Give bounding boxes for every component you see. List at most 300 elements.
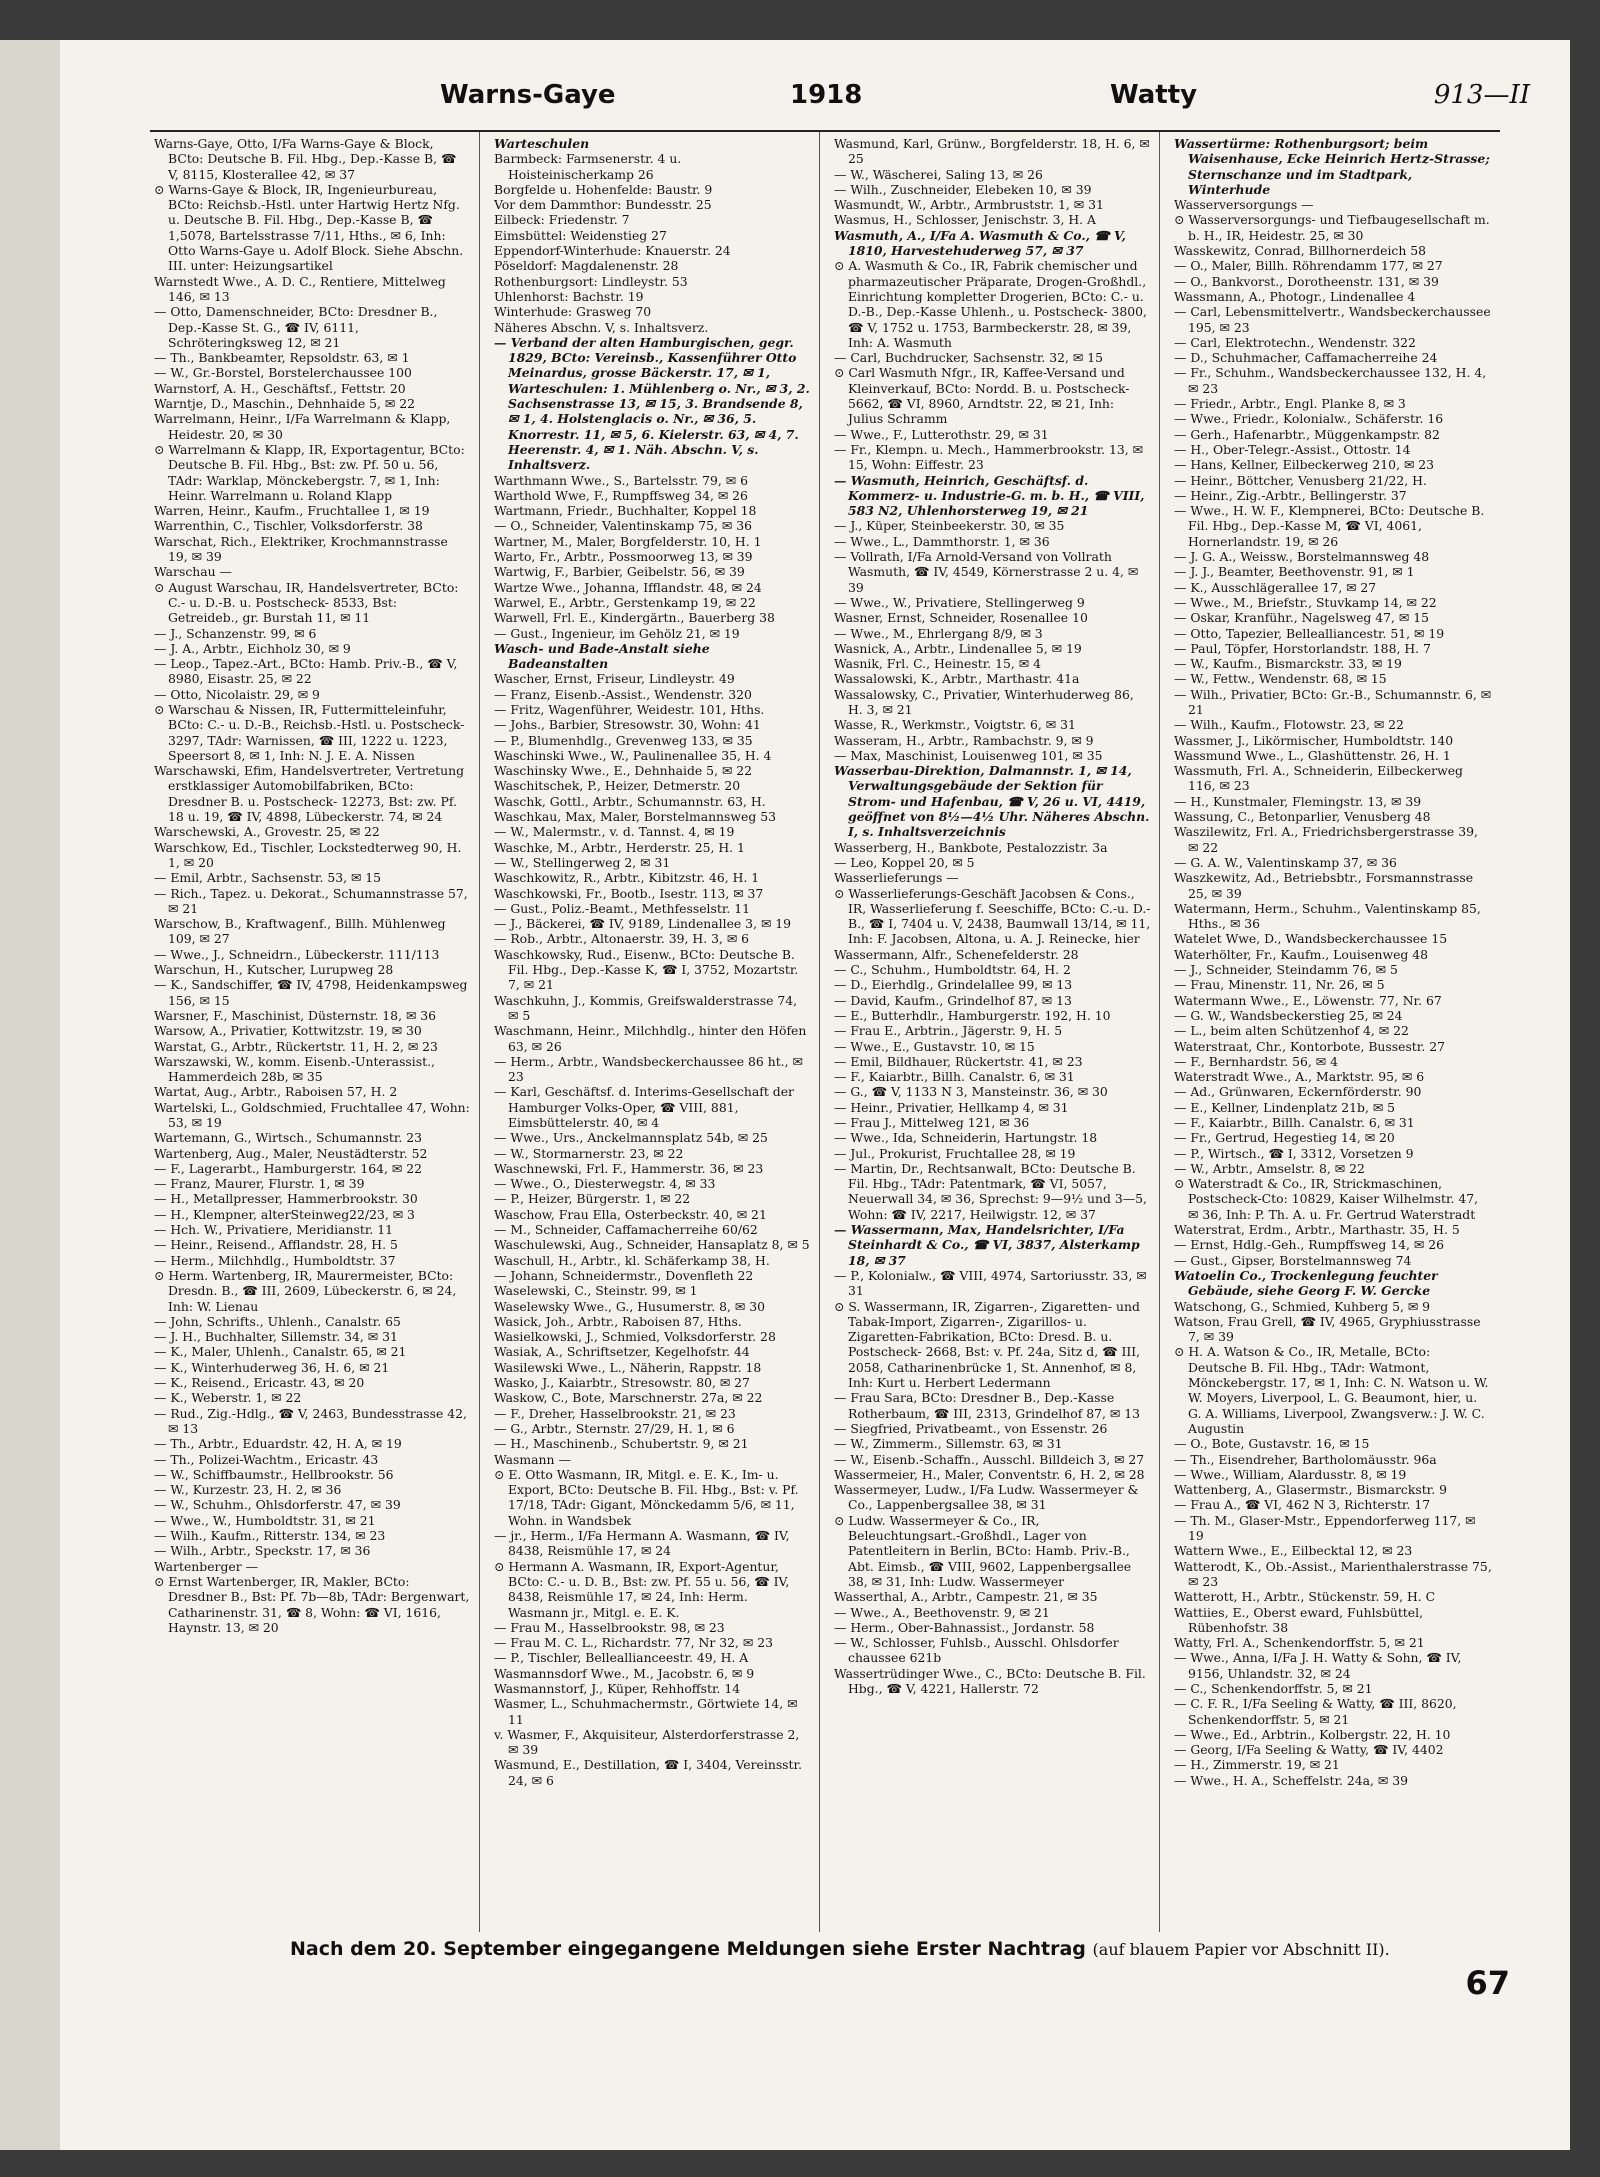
directory-entry: Warrenthin, C., Tischler, Volksdorferstr. 38 [154,518,423,534]
directory-entry: — W., Malermstr., v. d. Tannst. 4, ✉ 19 [494,824,735,840]
directory-entry: — Wwe., L., Dammthorstr. 1, ✉ 36 [834,533,1050,549]
directory-entry: — E., Butterhdlr., Hamburgerstr. 192, H. 10 [834,1007,1111,1023]
directory-entry: Vor dem Dammthor: Bundesstr. 25 [494,197,712,213]
directory-entry: ⊙ August Warschau, IR, Handelsvertreter, BCto: C.- u. D.-B. u. Postscheck- 8533, Bst: Getreideb., gr. Burstah 11, ✉ 11 [154,579,459,626]
directory-entry: Wasmund, E., Destillation, ☎ I, 3404, Vereinsstr. 24, ✉ 6 [494,1757,803,1788]
directory-entry: — Leo, Koppel 20, ✉ 5 [834,854,975,870]
directory-entry: — D., Schuhmacher, Caffamacherreihe 24 [1174,350,1438,366]
directory-entry: Borgfelde u. Hohenfelde: Baustr. 9 [494,181,713,197]
directory-entry: — Wwe., J., Schneidrn., Lübeckerstr. 111/113 [154,946,440,962]
directory-entry: — Th., Arbtr., Eduardstr. 42, H. A, ✉ 19 [154,1436,402,1452]
directory-entry: Warthmann Wwe., S., Bartelsstr. 79, ✉ 6 [494,472,748,488]
directory-entry: Waschke, M., Arbtr., Herderstr. 25, H. 1 [494,839,745,855]
directory-entry: Warnstorf, A. H., Geschäftsf., Fettstr. 20 [154,380,406,396]
directory-entry: Wartmann, Friedr., Buchhalter, Koppel 18 [494,503,757,519]
directory-entry: — Wwe., W., Privatiere, Stellingerweg 9 [834,594,1085,610]
directory-entry: — W., Schuhm., Ohlsdorferstr. 47, ✉ 39 [154,1497,401,1513]
directory-entry: — jr., Herm., I/Fa Hermann A. Wasmann, ☎ IV, 8438, Reismühle 17, ✉ 24 [494,1528,790,1559]
directory-entry: Wassermeyer, Ludw., I/Fa Ludw. Wassermeyer & Co., Lappenbergsallee 38, ✉ 31 [834,1482,1139,1513]
directory-entry: — J., Schanzenstr. 99, ✉ 6 [154,625,317,641]
directory-entry: Waterstradt Wwe., A., Marktstr. 95, ✉ 6 [1174,1069,1425,1085]
directory-entry: Watschong, G., Schmied, Kuhberg 5, ✉ 9 [1174,1298,1431,1314]
directory-entry: — F., Dreher, Hasselbrookstr. 21, ✉ 23 [494,1405,736,1421]
directory-entry: — Gust., Gipser, Borstelmannsweg 74 [1174,1252,1412,1268]
directory-entry: — Carl, Buchdrucker, Sachsenstr. 32, ✉ 15 [834,350,1103,366]
directory-entry: — O., Schneider, Valentinskamp 75, ✉ 36 [494,518,752,534]
directory-entry: — W., Schiffbaumstr., Hellbrookstr. 56 [154,1466,394,1482]
directory-entry: — G., Arbtr., Sternstr. 27/29, H. 1, ✉ 6 [494,1420,735,1436]
directory-entry: Wasseram, H., Arbtr., Rambachstr. 9, ✉ 9 [834,732,1094,748]
directory-entry: — Wwe., H. A., Scheffelstr. 24a, ✉ 39 [1174,1772,1408,1788]
directory-entry: Winterhude: Grasweg 70 [494,304,652,320]
directory-page [60,40,1570,2150]
directory-entry: Wattern Wwe., E., Eilbecktal 12, ✉ 23 [1174,1543,1413,1559]
directory-entry: Wasserversorgungs — [1174,197,1314,213]
directory-entry: ⊙ Waterstradt & Co., IR, Strickmaschinen, Postscheck-Cto: 10829, Kaiser Wilhelmstr. 47, ✉ 36, Inh: P. Th. A. u. Fr. Gertrud Waterstradt [1174,1176,1479,1222]
directory-entry: Wartenberger — [154,1558,258,1574]
directory-entry: — Frau, Minenstr. 11, Nr. 26, ✉ 5 [1174,977,1385,993]
directory-entry: — Th., Eisendreher, Bartholomäusstr. 96a [1174,1451,1437,1467]
directory-entry: Waschinski Wwe., W., Paulinenallee 35, H. 4 [494,747,772,763]
directory-entry: Wassmann, A., Photogr., Lindenallee 4 [1174,288,1416,304]
directory-entry: — G. W., Wandsbeckerstieg 25, ✉ 24 [1174,1007,1403,1023]
directory-entry: — Wwe., E., Gustavstr. 10, ✉ 15 [834,1038,1035,1054]
footer-notice-text: Nach dem 20. September eingegangene Meldungen siehe Erster Nachtrag [290,1938,1086,1960]
directory-entry: Wasick, Joh., Arbtr., Raboisen 87, Hths. [494,1313,742,1329]
directory-entry: — F., Lagerarbt., Hamburgerstr. 164, ✉ 22 [154,1160,423,1176]
directory-entry: — F., Kaiarbtr., Billh. Canalstr. 6, ✉ 31 [834,1069,1075,1085]
facing-page-edge [0,40,60,2150]
directory-entry: — W., Kaufm., Bismarckstr. 33, ✉ 19 [1174,656,1402,672]
directory-entry: — Frau A., ☎ VI, 462 N 3, Richterstr. 17 [1174,1497,1431,1513]
directory-entry: Wartelski, L., Goldschmied, Fruchtallee 47, Wohn: 53, ✉ 19 [154,1099,470,1130]
directory-entry: — Frau E., Arbtrin., Jägerstr. 9, H. 5 [834,1023,1063,1039]
directory-entry: — W., Fettw., Wendenstr. 68, ✉ 15 [1174,671,1387,687]
directory-entry: — Emil, Bildhauer, Rückertstr. 41, ✉ 23 [834,1053,1083,1069]
directory-entry: — Th., Bankbeamter, Repsoldstr. 63, ✉ 1 [154,350,410,366]
directory-entry: Wassmuth, Frl. A., Schneiderin, Eilbeckerweg 116, ✉ 23 [1174,763,1463,794]
directory-entry: — H., Maschinenb., Schubertstr. 9, ✉ 21 [494,1436,749,1452]
directory-entry: — Wwe., Urs., Anckelmannsplatz 54b, ✉ 25 [494,1130,768,1146]
directory-entry: — M., Schneider, Caffamacherreihe 60/62 [494,1222,758,1238]
directory-entry: — Wwe., William, Alardusstr. 8, ✉ 19 [1174,1466,1407,1482]
directory-entry: — H., Klempner, alterSteinweg22/23, ✉ 3 [154,1206,415,1222]
directory-entry: Wasch- und Bade-Anstalt siehe Badeanstalten [494,640,710,672]
directory-entry: Waschk, Gottl., Arbtr., Schumannstr. 63, H. [494,793,766,809]
directory-entry: Wassertrüdinger Wwe., C., BCto: Deutsche B. Fil. Hbg., ☎ V, 4221, Hallerstr. 72 [834,1665,1146,1696]
directory-entry: — K., Reisend., Ericastr. 43, ✉ 20 [154,1375,365,1391]
directory-entry: — Wwe., O., Diesterwegstr. 4, ✉ 33 [494,1176,716,1192]
directory-entry: Rothenburgsort: Lindleystr. 53 [494,273,688,289]
directory-entry: ⊙ Ludw. Wassermeyer & Co., IR, Beleuchtungsart.-Großhdl., Lager von Patentleitern in Berlin, BCto: Hamb. Priv.-B., Abt. Eimsb., ☎ VIII, 9602, Lappenbergsallee 38, ✉ 31, Inh: Ludw. Wassermeyer [834,1512,1132,1589]
directory-entry: Wasner, Ernst, Schneider, Rosenallee 10 [834,610,1088,626]
directory-entry: Warschawski, Efim, Handelsvertreter, Vertretung erstklassiger Automobilfabriken, BCto: Dresdner B. u. Postscheck- 12273, Bst: zw. Pf. 18 u. 19, ☎ IV, 4898, Lübeckerstr. 74, ✉ 24 [154,763,465,825]
footer-notice [290,1938,1490,1960]
directory-entry: — F., Bernhardstr. 56, ✉ 4 [1174,1053,1338,1069]
directory-entry: — Herm., Ober-Bahnassist., Jordanstr. 58 [834,1619,1095,1635]
directory-entry: — Franz, Eisenb.-Assist., Wendenstr. 320 [494,686,752,702]
directory-entry: Warns-Gaye, Otto, I/Fa Warns-Gaye & Block, BCto: Deutsche B. Fil. Hbg., Dep.-Kasse B, ☎ V, 8115, Klosterallee 42, ✉ 37 [154,136,457,182]
column-2 [490,132,820,1932]
directory-entry: Watterott, H., Arbtr., Stückenstr. 59, H. C [1174,1589,1436,1605]
column-4 [1170,132,1500,1932]
directory-entry: — Wwe., Friedr., Kolonialw., Schäferstr. 16 [1174,411,1444,427]
footer-notice-paren: (auf blauem Papier vor Abschnitt II). [1092,1940,1390,1959]
directory-entry: Wassmer, J., Likörmischer, Humboldtstr. 140 [1174,732,1454,748]
directory-entry: Warschow, B., Kraftwagenf., Billh. Mühlenweg 109, ✉ 27 [154,916,446,947]
directory-entry: — W., Stellingerweg 2, ✉ 31 [494,854,671,870]
directory-entry: — W., Wäscherei, Saling 13, ✉ 26 [834,166,1043,182]
directory-entry: — Th., Polizei-Wachtm., Ericastr. 43 [154,1451,379,1467]
directory-entry: Warschewski, A., Grovestr. 25, ✉ 22 [154,824,380,840]
directory-entry: Waschinsky Wwe., E., Dehnhaide 5, ✉ 22 [494,763,753,779]
directory-entry: — Gust., Ingenieur, im Gehölz 21, ✉ 19 [494,625,740,641]
directory-entry: — O., Bote, Gustavstr. 16, ✉ 15 [1174,1436,1370,1452]
directory-entry: — Leop., Tapez.-Art., BCto: Hamb. Priv.-B., ☎ V, 8980, Eisastr. 25, ✉ 22 [154,656,458,687]
directory-entry: — Wwe., M., Ehrlergang 8/9, ✉ 3 [834,625,1043,641]
directory-entry: v. Wasmer, F., Akquisiteur, Alsterdorferstrasse 2, ✉ 39 [494,1726,800,1758]
directory-entry: Waskow, C., Bote, Marschnerstr. 27a, ✉ 22 [494,1390,763,1406]
directory-entry: — Wwe., Anna, I/Fa J. H. Watty & Sohn, ☎ IV, 9156, Uhlandstr. 32, ✉ 24 [1174,1650,1462,1681]
directory-entry: — Herm., Arbtr., Wandsbeckerchaussee 86 ht., ✉ 23 [494,1053,803,1085]
directory-entry: — Gerh., Hafenarbtr., Müggenkampstr. 82 [1174,426,1440,442]
directory-entry: Warnstedt Wwe., A. D. C., Rentiere, Mittelweg 146, ✉ 13 [154,273,446,304]
directory-entry: — Frau Sara, BCto: Dresdner B., Dep.-Kasse Rotherbaum, ☎ III, 2313, Grindelhof 87, ✉ 13 [834,1390,1140,1421]
directory-entry: — O., Maler, Billh. Röhrendamm 177, ✉ 27 [1174,258,1443,274]
directory-entry: — Ad., Grünwaren, Eckernförderstr. 90 [1174,1084,1422,1100]
directory-entry: Warwel, E., Arbtr., Gerstenkamp 19, ✉ 22 [494,594,756,610]
directory-entry: ⊙ Herm. Wartenberg, IR, Maurermeister, BCto: Dresdn. B., ☎ III, 2609, Lübeckerstr. 6, ✉ 24, Inh: W. Lienau [154,1267,457,1314]
directory-entry: Wasmannsdorf Wwe., M., Jacobstr. 6, ✉ 9 [494,1665,755,1681]
directory-entry: — G., ☎ V, 1133 N 3, Mansteinstr. 36, ✉ 30 [834,1084,1108,1100]
directory-entry: — P., Kolonialw., ☎ VIII, 4974, Sartoriusstr. 33, ✉ 31 [834,1267,1147,1299]
directory-entry: Waszkewitz, Ad., Betriebsbtr., Forsmannstrasse 25, ✉ 39 [1174,870,1474,901]
directory-entry: Warszawski, W., komm. Eisenb.-Unterassist., Hammerdeich 28b, ✉ 35 [154,1053,435,1085]
directory-entry: — Emil, Arbtr., Sachsenstr. 53, ✉ 15 [154,870,382,886]
directory-entry: — K., Ausschlägerallee 17, ✉ 27 [1174,579,1377,595]
directory-entry: Wassalowski, K., Arbtr., Marthastr. 41a [834,671,1080,687]
directory-entry: — Gust., Poliz.-Beamt., Methfesselstr. 11 [494,900,751,916]
directory-entry: Wasmer, L., Schuhmachermstr., Görtwiete 14, ✉ 11 [494,1696,798,1727]
directory-entry: — Max, Maschinist, Louisenweg 101, ✉ 35 [834,747,1103,763]
directory-entry: — P., Heizer, Bürgerstr. 1, ✉ 22 [494,1191,691,1207]
directory-entry: — Frau M., Hasselbrookstr. 98, ✉ 23 [494,1619,725,1635]
directory-entry: Wattenberg, A., Glasermstr., Bismarckstr. 9 [1174,1482,1447,1498]
directory-entry: Waterstrat, Erdm., Arbtr., Marthastr. 35, H. 5 [1174,1222,1460,1238]
directory-entry: — P., Blumenhdlg., Grevenweg 133, ✉ 35 [494,732,753,748]
directory-entry: — F., Kaiarbtr., Billh. Canalstr. 6, ✉ 31 [1174,1115,1415,1130]
directory-entry: — Heinr., Zig.-Arbtr., Bellingerstr. 37 [1174,487,1407,503]
head-year: 1918 [790,80,863,110]
directory-entry: Watterodt, K., Ob.-Assist., Marienthalerstrasse 75, ✉ 23 [1174,1558,1492,1589]
directory-entry: — J. A., Arbtr., Eichholz 30, ✉ 9 [154,640,351,656]
directory-entry: Wasnick, A., Arbtr., Lindenallee 5, ✉ 19 [834,640,1082,656]
directory-entry: ⊙ Warns-Gaye & Block, IR, Ingenieurbureau, BCto: Reichsb.-Hstl. unter Hartwig Hertz Nfg. u. Deutsche B. Fil. Hbg., Dep.-Kasse B, ☎ 1,5078, Bartelsstrasse 7/11, Hths., ✉ 6, Inh: Otto Warns-Gaye u. Adolf Block. Siehe Abschn. III. unter: Heizungsartikel [154,181,464,274]
directory-entry: — Wilh., Zuschneider, Elebeken 10, ✉ 39 [834,181,1092,197]
directory-entry: — L., beim alten Schützenhof 4, ✉ 22 [1174,1023,1409,1039]
directory-entry: — Siegfried, Privatbeamt., von Essenstr. 26 [834,1420,1108,1436]
directory-entry: Wasnik, Frl. C., Heinestr. 15, ✉ 4 [834,656,1041,672]
directory-entry: — Fritz, Wagenführer, Weidestr. 101, Hths. [494,701,765,717]
directory-entry: — Carl, Lebensmittelvertr., Wandsbeckerchaussee 195, ✉ 23 [1174,304,1491,335]
directory-entry: — P., Tischler, Belleallianceestr. 49, H. A [494,1650,749,1666]
directory-entry: Waschull, H., Arbtr., kl. Schäferkamp 38, H. [494,1252,770,1268]
directory-entry: — W., Gr.-Borstel, Borstelerchaussee 100 [154,365,412,381]
directory-entry: Wasiak, A., Schriftsetzer, Kegelhofstr. 44 [494,1344,750,1360]
directory-entry: — Th. M., Glaser-Mstr., Eppendorferweg 117, ✉ 19 [1174,1512,1476,1544]
directory-entry: — Wwe., A., Beethovenstr. 9, ✉ 21 [834,1604,1050,1620]
directory-entry: — Frau M. C. L., Richardstr. 77, Nr 32, ✉ 23 [494,1635,773,1651]
directory-entry: — Hans, Kellner, Eilbeckerweg 210, ✉ 23 [1174,457,1435,473]
directory-entry: — W., Arbtr., Amselstr. 8, ✉ 22 [1174,1160,1365,1176]
directory-entry: — John, Schrifts., Uhlenh., Canalstr. 65 [154,1313,401,1329]
directory-entry: Waszilewitz, Frl. A., Friedrichsbergerstrasse 39, ✉ 22 [1174,824,1478,855]
directory-entry: Wasserberg, H., Bankbote, Pestalozzistr. 3a [834,839,1108,855]
directory-entry: ⊙ Warrelmann & Klapp, IR, Exportagentur, BCto: Deutsche B. Fil. Hbg., Bst: zw. Pf. 50 u. 56, TAdr: Warklap, Mönckebergstr. 7, ✉ 1, Inh: Heinr. Warrelmann u. Roland Klapp [154,441,465,503]
directory-entry: — W., Kurzestr. 23, H. 2, ✉ 36 [154,1482,342,1498]
directory-entry: — C. F. R., I/Fa Seeling & Watty, ☎ III, 8620, Schenkendorffstr. 5, ✉ 21 [1174,1696,1457,1727]
directory-entry: — Wilh., Arbtr., Speckstr. 17, ✉ 36 [154,1543,371,1559]
directory-entry: — Martin, Dr., Rechtsanwalt, BCto: Deutsche B. Fil. Hbg., TAdr: Patentmark, ☎ VI, 5057, Neuerwall 34, ✉ 36, Sprechst: 9—9½ und 3—5, Wohn: ☎ IV, 2217, Heilwigstr. 12, ✉ 37 [834,1160,1147,1222]
directory-entry: — Wwe., H. W. F., Klempnerei, BCto: Deutsche B. Fil. Hbg., Dep.-Kasse M, ☎ VI, 4061, Hornerlandstr. 19, ✉ 26 [1174,503,1485,549]
directory-entry: — Hch. W., Privatiere, Meridianstr. 11 [154,1222,394,1238]
directory-entry: ⊙ Ernst Wartenberger, IR, Makler, BCto: Dresdner B., Bst: Pf. 7b—8b, TAdr: Bergenwart, Catharinenstr. 31, ☎ 8, Wohn: ☎ VI, 1616, Haynstr. 13, ✉ 20 [154,1573,470,1635]
directory-entry: — K., Maler, Uhlenh., Canalstr. 65, ✉ 21 [154,1344,407,1360]
directory-entry: Wascher, Ernst, Friseur, Lindleystr. 49 [494,671,735,687]
directory-entry: — Vollrath, I/Fa Arnold-Versand von Vollrath Wasmuth, ☎ IV, 4549, Körnerstrasse 2 u. 4, ✉ 39 [834,549,1139,595]
directory-entry: ⊙ H. A. Watson & Co., IR, Metalle, BCto: Deutsche B. Fil. Hbg., TAdr: Watmont, Mönckebergstr. 17, ✉ 1, Inh: C. N. Watson u. W. W. Moyers, Liverpool, L. G. Beaumont, hier, u. G. A. Williams, Liverpool, Zwangsverw.: J. W. C. Augustin [1174,1344,1489,1436]
directory-entry: Wasilewski Wwe., L., Näherin, Rappstr. 18 [494,1359,762,1375]
directory-entry: Wartenberg, Aug., Maler, Neustädterstr. 52 [154,1145,428,1161]
directory-entry: Wasskewitz, Conrad, Billhornerdeich 58 [1174,243,1427,259]
directory-entry: Watson, Frau Grell, ☎ IV, 4965, Gryphiusstrasse 7, ✉ 39 [1174,1313,1481,1345]
directory-entry: — Ernst, Hdlg.-Geh., Rumpffsweg 14, ✉ 26 [1174,1237,1444,1253]
directory-entry: — Wwe., Ida, Schneiderin, Hartungstr. 18 [834,1130,1098,1146]
directory-entry: — W., Eisenb.-Schaffn., Ausschl. Billdeich 3, ✉ 27 [834,1451,1145,1467]
directory-entry: ⊙ E. Otto Wasmann, IR, Mitgl. e. E. K., Im- u. Export, BCto: Deutsche B. Fil. Hbg., Bst: v. Pf. 17/18, TAdr: Gigant, Mönckedamm 5/6, ✉ 11, Wohn. in Wandsbek [494,1466,799,1528]
directory-entry: — Heinr., Reisend., Afflandstr. 28, H. 5 [154,1237,398,1253]
directory-entry: — Rich., Tapez. u. Dekorat., Schumannstrasse 57, ✉ 21 [154,885,468,916]
directory-entry: Warthold Wwe, F., Rumpffsweg 34, ✉ 26 [494,487,748,503]
directory-entry: Näheres Abschn. V, s. Inhaltsverz. [494,319,709,335]
directory-entry: Waschulewski, Aug., Schneider, Hansaplatz 8, ✉ 5 [494,1237,810,1253]
directory-entry: Wassermeier, H., Maler, Conventstr. 6, H. 2, ✉ 28 [834,1466,1145,1482]
directory-entry: ⊙ S. Wassermann, IR, Zigarren-, Zigaretten- und Tabak-Import, Zigarren-, Zigarillos- u. Zigaretten-Fabrikation, BCto: Dresd. B. u. Postscheck- 2668, Bst: v. Pf. 24a, Sitz d, ☎ III, 2058, Catharinenbrücke 1, St. Annenhof, ✉ 8, Inh: Kurt u. Herbert Ledermann [834,1298,1141,1391]
directory-entry: Wassalowsky, C., Privatier, Winterhuderweg 86, H. 3, ✉ 21 [834,686,1134,717]
page-number: 67 [1465,1964,1510,2002]
directory-entry: — Fr., Gertrud, Hegestieg 14, ✉ 20 [1174,1130,1395,1146]
column-3 [830,132,1160,1932]
directory-entry: — Wilh., Kaufm., Flotowstr. 23, ✉ 22 [1174,717,1404,733]
directory-entry: — Otto, Nicolaistr. 29, ✉ 9 [154,686,320,702]
directory-entry: Wasserbau-Direktion, Dalmannstr. 1, ✉ 14, Verwaltungsgebäude der Sektion für Strom- und Hafenbau, ☎ V, 26 u. VI, 4419, geöffnet von 8½—4½ Uhr. Näheres Abschn. I, s. Inhaltsverzeichnis [834,763,1150,840]
directory-entry: — O., Bankvorst., Dorotheenstr. 131, ✉ 39 [1174,273,1439,289]
directory-entry: — G. A. W., Valentinskamp 37, ✉ 36 [1174,854,1397,870]
directory-entry: — C., Schuhm., Humboldtstr. 64, H. 2 [834,962,1071,978]
directory-entry: — Otto, Tapezier, Bellealliancestr. 51, ✉ 19 [1174,625,1445,641]
directory-entry: — Friedr., Arbtr., Engl. Planke 8, ✉ 3 [1174,396,1406,412]
directory-entry: Waschnewski, Frl. F., Hammerstr. 36, ✉ 23 [494,1160,764,1176]
directory-entry: — Frau J., Mittelweg 121, ✉ 36 [834,1115,1030,1130]
directory-entry: — Otto, Damenschneider, BCto: Dresdner B., Dep.-Kasse St. G., ☎ IV, 6111, Schröteringksweg 12, ✉ 21 [154,304,438,350]
directory-entry: — J., Küper, Steinbeekerstr. 30, ✉ 35 [834,518,1065,534]
directory-entry: Watelet Wwe, D., Wandsbeckerchaussee 15 [1174,931,1448,947]
column-1 [150,132,480,1932]
directory-entry: — Wilh., Kaufm., Ritterstr. 134, ✉ 23 [154,1528,386,1544]
directory-entry: ⊙ Wasserlieferungs-Geschäft Jacobsen & Cons., IR, Wasserlieferung f. Seeschiffe, BCto: C.-u. D.-B., ☎ I, 7404 u. V, 2438, Baumwall 13/14, ✉ 11, Inh: F. Jacobsen, Altona, u. A. J. Reinecke, hier [834,885,1151,947]
directory-entry: — K., Winterhuderweg 36, H. 6, ✉ 21 [154,1359,390,1375]
directory-entry: Eppendorf-Winterhude: Knauerstr. 24 [494,243,731,259]
directory-entry: — Wwe., M., Briefstr., Stuvkamp 14, ✉ 22 [1174,594,1437,610]
directory-entry: Wasielkowski, J., Schmied, Volksdorferstr. 28 [494,1329,776,1345]
directory-entry: Wasserthal, A., Arbtr., Campestr. 21, ✉ 35 [834,1589,1098,1605]
directory-entry: Watermann, Herm., Schuhm., Valentinskamp 85, Hths., ✉ 36 [1174,900,1481,932]
directory-entry: — Heinr., Böttcher, Venusberg 21/22, H. [1174,472,1427,488]
directory-entry: — H., Kunstmaler, Flemingstr. 13, ✉ 39 [1174,793,1422,809]
directory-entry: — H., Ober-Telegr.-Assist., Ottostr. 14 [1174,441,1411,457]
directory-entry: Waschitschek, P., Heizer, Detmerstr. 20 [494,778,741,794]
directory-entry: — Rob., Arbtr., Altonaerstr. 39, H. 3, ✉ 6 [494,931,750,947]
directory-entry: Waschkowski, Fr., Bootb., Isestr. 113, ✉ 37 [494,885,764,901]
directory-entry: — J. G. A., Weissw., Borstelmannsweg 48 [1174,549,1430,565]
directory-entry: — Jul., Prokurist, Fruchtallee 28, ✉ 19 [834,1145,1076,1161]
directory-entry: — Verband der alten Hamburgischen, gegr. 1829, BCto: Vereinsb., Kassenführer Otto Meinardus, grosse Bäckerstr. 17, ✉ 1, Warteschulen: 1. Mühlenberg o. Nr., ✉ 3, 2. Sachsenstrasse 13, ✉ 15, 3. Brandsende 8, ✉ 1, 4. Holstenglacis o. Nr., ✉ 36, 5. Knorrestr. 11, ✉ 5, 6. Kielerstr. 63, ✉ 4, 7. Heerenstr. 4, ✉ 1. Näh. Abschn. V, s. Inhaltsverz. [494,334,810,473]
directory-entry: Waschkowsky, Rud., Eisenw., BCto: Deutsche B. Fil. Hbg., Dep.-Kasse K, ☎ I, 3752, Mozartstr. 7, ✉ 21 [494,946,799,993]
directory-entry: Warschau — [154,564,232,580]
directory-entry: — Rud., Zig.-Hdlg., ☎ V, 2463, Bundesstrasse 42, ✉ 13 [154,1405,467,1436]
directory-entry: Wasmuth, A., I/Fa A. Wasmuth & Co., ☎ V, 1810, Harvestehuderweg 57, ✉ 37 [834,227,1126,259]
directory-entry: Eimsbüttel: Weidenstieg 27 [494,227,667,243]
directory-entry: — P., Wirtsch., ☎ I, 3312, Vorsetzen 9 [1174,1145,1414,1161]
directory-entry: Wartemann, G., Wirtsch., Schumannstr. 23 [154,1130,423,1146]
directory-entry: — Wwe., Ed., Arbtrin., Kolbergstr. 22, H. 10 [1174,1726,1451,1742]
directory-entry: Wassung, C., Betonparlier, Venusberg 48 [1174,809,1431,825]
head-last-entry: Watty [1110,80,1198,110]
directory-entry: — Franz, Maurer, Flurstr. 1, ✉ 39 [154,1176,365,1192]
directory-entry: — Fr., Schuhm., Wandsbeckerchaussee 132, H. 4, ✉ 23 [1174,365,1487,396]
directory-entry: Wassermann, Alfr., Schenefelderstr. 28 [834,946,1079,962]
directory-entry: Wasmann — [494,1451,571,1467]
directory-entry: — H., Metallpresser, Hammerbrookstr. 30 [154,1191,418,1207]
directory-entry: Waschow, Frau Ella, Osterbeckstr. 40, ✉ 21 [494,1206,767,1222]
directory-entry: — E., Kellner, Lindenplatz 21b, ✉ 5 [1174,1099,1396,1115]
directory-entry: ⊙ Wasserversorgungs- und Tiefbaugesellschaft m. b. H., IR, Heidestr. 25, ✉ 30 [1174,212,1490,243]
directory-entry: — David, Kaufm., Grindelhof 87, ✉ 13 [834,992,1072,1008]
directory-entry: — K., Weberstr. 1, ✉ 22 [154,1390,302,1406]
directory-entry: Watty, Frl. A., Schenkendorffstr. 5, ✉ 21 [1174,1635,1425,1651]
directory-entry: Waschkuhn, J., Kommis, Greifswalderstrasse 74, ✉ 5 [494,992,798,1023]
directory-entry: Warschun, H., Kutscher, Lurupweg 28 [154,962,394,978]
directory-entry: Wattiies, E., Oberst eward, Fuhlsbüttel, Rübenhofstr. 38 [1174,1604,1424,1635]
directory-entry: Pöseldorf: Magdalenenstr. 28 [494,258,679,274]
directory-entry: ⊙ A. Wasmuth & Co., IR, Fabrik chemischer und pharmazeutischer Präparate, Drogen-Großhdl., Einrichtung kompletter Drogerien, BCto: C.- u. D.-B., Dep.-Kasse Uhlenh., u. Postscheck- 3800, ☎ V, 1752 u. 1753, Barmbeckerstr. 28, ✉ 39, Inh: A. Wasmuth [834,258,1147,350]
directory-entry: — Wwe., F., Lutterothstr. 29, ✉ 31 [834,426,1049,442]
directory-entry: Wasmundt, W., Arbtr., Armbruststr. 1, ✉ 31 [834,197,1104,213]
directory-entry: — J., Schneider, Steindamm 76, ✉ 5 [1174,962,1398,978]
directory-entry: — J., Bäckerei, ☎ IV, 9189, Lindenallee 3, ✉ 19 [494,916,792,932]
directory-entry: Wassmund Wwe., L., Glashüttenstr. 26, H. 1 [1174,747,1451,763]
directory-entry: Wasmund, Karl, Grünw., Borgfelderstr. 18, H. 6, ✉ 25 [834,136,1150,167]
directory-entry: — Wwe., W., Humboldtstr. 31, ✉ 21 [154,1512,376,1528]
directory-entry: Waterstraat, Chr., Kontorbote, Bussestr. 27 [1174,1038,1445,1054]
entry-columns [150,130,1500,1932]
running-head [60,80,1570,126]
head-page-ref: 913—II [1433,80,1530,110]
directory-entry: — Georg, I/Fa Seeling & Watty, ☎ IV, 4402 [1174,1742,1444,1758]
directory-entry: — D., Eierhdlg., Grindelallee 99, ✉ 13 [834,977,1073,993]
directory-entry: ⊙ Warschau & Nissen, IR, Futtermitteleinfuhr, BCto: C.- u. D.-B., Reichsb.-Hstl. u. Postscheck- 3297, TAdr: Warnissen, ☎ III, 1222 u. 1223, Speersort 8, ✉ 1, Inh: N. J. E. A. Nissen [154,701,465,763]
directory-entry: Eilbeck: Friedenstr. 7 [494,212,630,228]
directory-entry: Warrelmann, Heinr., I/Fa Warrelmann & Klapp, Heidestr. 20, ✉ 30 [154,411,451,442]
directory-entry: — Carl, Elektrotechn., Wendenstr. 322 [1174,334,1416,350]
directory-entry: Warsow, A., Privatier, Kottwitzstr. 19, ✉ 30 [154,1023,422,1039]
directory-entry: Waschkau, Max, Maler, Borstelmannsweg 53 [494,809,776,825]
directory-entry: Uhlenhorst: Bachstr. 19 [494,288,644,304]
directory-entry: Waschmann, Heinr., Milchhdlg., hinter den Höfen 63, ✉ 26 [494,1023,807,1054]
directory-entry: Waschkowitz, R., Arbtr., Kibitzstr. 46, H. 1 [494,870,760,886]
directory-entry: Warren, Heinr., Kaufm., Fruchtallee 1, ✉ 19 [154,503,430,519]
directory-entry: — Herm., Milchhdlg., Humboldtstr. 37 [154,1252,396,1268]
directory-entry: — K., Sandschiffer, ☎ IV, 4798, Heidenkampsweg 156, ✉ 15 [154,977,468,1008]
directory-entry: Wartat, Aug., Arbtr., Raboisen 57, H. 2 [154,1084,398,1100]
directory-entry: Waselewsky Wwe., G., Husumerstr. 8, ✉ 30 [494,1298,765,1314]
directory-entry: Watoelin Co., Trockenlegung feuchter Gebäude, siehe Georg F. W. Gercke [1174,1267,1438,1299]
directory-entry: Wasko, J., Kaiarbtr., Stresowstr. 80, ✉ 27 [494,1375,750,1391]
directory-entry: Warteschulen [494,136,590,151]
directory-entry: Wartze Wwe., Johanna, Ifflandstr. 48, ✉ 24 [494,579,762,595]
directory-entry: — W., Stormarnerstr. 23, ✉ 22 [494,1145,684,1161]
directory-entry: Warto, Fr., Arbtr., Possmoorweg 13, ✉ 39 [494,549,753,565]
head-first-entry: Warns-Gaye [440,80,616,110]
directory-entry: — W., Schlosser, Fuhlsb., Ausschl. Ohlsdorfer chaussee 621b [834,1635,1119,1666]
directory-entry: — Heinr., Privatier, Hellkamp 4, ✉ 31 [834,1099,1069,1115]
directory-entry: Warwell, Frl. E., Kindergärtn., Bauerberg 38 [494,610,775,626]
directory-entry: Wasmannstorf, J., Küper, Rehhoffstr. 14 [494,1680,741,1696]
directory-entry: Wartner, M., Maler, Borgfelderstr. 10, H. 1 [494,533,762,549]
directory-entry: — Wilh., Privatier, BCto: Gr.-B., Schumannstr. 6, ✉ 21 [1174,686,1492,717]
directory-entry: — Oskar, Kranführ., Nagelsweg 47, ✉ 15 [1174,610,1430,626]
directory-entry: Waselewski, C., Steinstr. 99, ✉ 1 [494,1283,698,1299]
directory-entry: Wartwig, F., Barbier, Geibelstr. 56, ✉ 39 [494,564,745,580]
directory-entry: — Fr., Klempn. u. Mech., Hammerbrookstr. 13, ✉ 15, Wohn: Eiffestr. 23 [834,441,1144,473]
directory-entry: Barmbeck: Farmsenerstr. 4 u. Hoisteinischerkamp 26 [494,151,682,182]
directory-entry: Wasmus, H., Schlosser, Jenischstr. 3, H. A [834,212,1096,228]
directory-entry: — W., Zimmerm., Sillemstr. 63, ✉ 31 [834,1436,1063,1452]
directory-entry: Wasserlieferungs — [834,870,959,886]
directory-entry: Warntje, D., Maschin., Dehnhaide 5, ✉ 22 [154,396,416,412]
directory-entry: — C., Schenkendorffstr. 5, ✉ 21 [1174,1680,1373,1696]
directory-entry: — Johs., Barbier, Stresowstr. 30, Wohn: 41 [494,717,761,733]
directory-entry: ⊙ Hermann A. Wasmann, IR, Export-Agentur, BCto: C.- u. D. B., Bst: zw. Pf. 55 u. 56, ☎ IV, 8438, Reismühle 17, ✉ 24, Inh: Herm. Wasmann jr., Mitgl. e. E. K. [494,1558,790,1620]
directory-entry: — Karl, Geschäftsf. d. Interims-Gesellschaft der Hamburger Volks-Oper, ☎ VIII, 881, Eimsbüttelerstr. 40, ✉ 4 [494,1084,794,1130]
directory-entry: Warstat, G., Arbtr., Rückertstr. 11, H. 2, ✉ 23 [154,1038,438,1054]
directory-entry: — Johann, Schneidermstr., Dovenfleth 22 [494,1267,754,1283]
directory-entry: — Paul, Töpfer, Horstorlandstr. 188, H. 7 [1174,640,1431,656]
directory-entry: — J. J., Beamter, Beethovenstr. 91, ✉ 1 [1174,564,1415,580]
directory-entry: — H., Zimmerstr. 19, ✉ 21 [1174,1757,1340,1773]
directory-entry: Warschat, Rich., Elektriker, Krochmannstrasse 19, ✉ 39 [154,533,448,565]
directory-entry: Watermann Wwe., E., Löwenstr. 77, Nr. 67 [1174,992,1442,1008]
directory-entry: — J. H., Buchhalter, Sillemstr. 34, ✉ 31 [154,1329,398,1345]
directory-entry: — Wassermann, Max, Handelsrichter, I/Fa Steinhardt & Co., ☎ VI, 3837, Alsterkamp 18, ✉ 37 [834,1222,1140,1268]
directory-entry: Waterhölter, Fr., Kaufm., Louisenweg 48 [1174,946,1429,962]
directory-entry: Warschkow, Ed., Tischler, Lockstedterweg 90, H. 1, ✉ 20 [154,839,462,870]
directory-entry: ⊙ Carl Wasmuth Nfgr., IR, Kaffee-Versand und Kleinverkauf, BCto: Nordd. B. u. Postscheck- 5662, ☎ VI, 8960, Arndtstr. 22, ✉ 21, Inh: Julius Schramm [834,365,1130,427]
directory-entry: Wassertürme: Rothenburgsort; beim Waisenhause, Ecke Heinrich Hertz-Strasse; Sternschanze und im Stadtpark, Winterhude [1174,136,1490,197]
directory-entry: — Wasmuth, Heinrich, Geschäftsf. d. Kommerz- u. Industrie-G. m. b. H., ☎ VIII, 583 N2, Uhlenhorsterweg 19, ✉ 21 [834,472,1145,519]
directory-entry: Warsner, F., Maschinist, Düsternstr. 18, ✉ 36 [154,1007,437,1023]
directory-entry: Wasse, R., Werkmstr., Voigtstr. 6, ✉ 31 [834,717,1076,733]
